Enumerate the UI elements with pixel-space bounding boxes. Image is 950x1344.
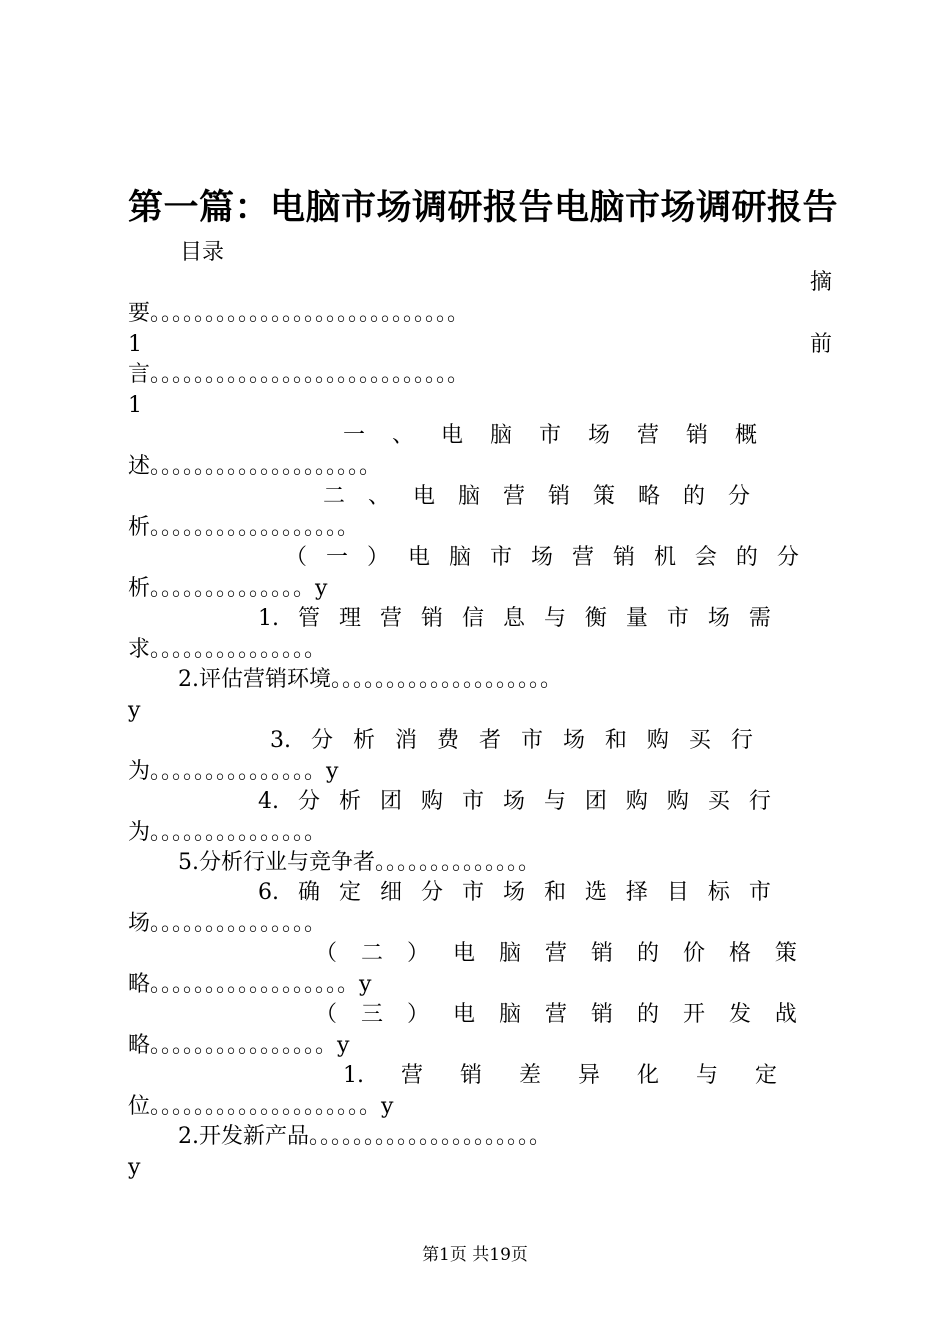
toc-entry-7-line1: 3. 分 析 消 费 者 市 场 和 购 买 行	[270, 728, 753, 753]
toc-entry-preface-2: 言。。。。。。。。。。。。。。。。。。。。。。。。。。。。	[128, 362, 470, 387]
toc-entry-10-line2: 场。。。。。。。。。。。。。。。	[128, 911, 327, 936]
toc-entry-abstract-1: 摘	[809, 270, 832, 295]
toc-entry-4-line2: 析。。。。。。。。。。。。。。y	[128, 576, 328, 601]
toc-entry-13-line2: 位。。。。。。。。。。。。。。。。。。。。y	[128, 1094, 394, 1119]
toc-entry-11-line1: （ 二 ） 电 脑 营 销 的 价 格 策	[315, 941, 797, 966]
toc-entry-14-line2: y	[128, 1155, 141, 1180]
toc-entry-6-line2: y	[128, 698, 141, 723]
toc-entry-13-line1: 1. 营 销 差 异 化 与 定	[343, 1063, 777, 1088]
toc-entry-2-line2: 述。。。。。。。。。。。。。。。。。。。。	[128, 454, 382, 479]
toc-entry-4-line1: （ 一 ） 电 脑 市 场 营 销 机 会 的 分	[285, 545, 799, 570]
page-footer: 第1页 共19页	[422, 1245, 528, 1265]
toc-entry-2-line1: 一 、 电 脑 市 场 营 销 概	[343, 423, 757, 448]
toc-entry-abstract-3: 1	[128, 332, 142, 357]
toc-entry-11-line2: 略。。。。。。。。。。。。。。。。。。y	[128, 972, 372, 997]
toc-entry-12-line2: 略。。。。。。。。。。。。。。。。y	[128, 1033, 350, 1058]
toc-entry-3-line2: 析。。。。。。。。。。。。。。。。。。	[128, 515, 360, 540]
toc-entry-5-line2: 求。。。。。。。。。。。。。。。	[128, 637, 327, 662]
toc-entry-8-line1: 4. 分 析 团 购 市 场 与 团 购 购 买 行	[258, 789, 771, 814]
toc-entry-12-line1: （ 三 ） 电 脑 营 销 的 开 发 战	[315, 1002, 797, 1027]
toc-entry-14-line1: 2.开发新产品。。。。。。。。。。。。。。。。。。。。。	[178, 1124, 551, 1149]
toc-entry-9-line1: 5.分析行业与竞争者。。。。。。。。。。。。。。	[178, 850, 540, 875]
toc-entry-6-line1: 2.评估营销环境。。。。。。。。。。。。。。。。。。。。	[178, 667, 562, 692]
toc-entry-7-line2: 为。。。。。。。。。。。。。。。y	[128, 759, 339, 784]
toc-entry-preface-3: 1	[128, 393, 142, 418]
toc-entry-3-line1: 二 、 电 脑 营 销 策 略 的 分	[323, 484, 750, 509]
toc-entry-8-line2: 为。。。。。。。。。。。。。。。	[128, 820, 327, 845]
toc-entry-abstract-2: 要。。。。。。。。。。。。。。。。。。。。。。。。。。。。	[128, 301, 470, 326]
toc-entry-preface-1: 前	[809, 332, 832, 357]
toc-entry-5-line1: 1. 管 理 营 销 信 息 与 衡 量 市 场 需	[258, 606, 771, 631]
toc-heading: 目录	[180, 240, 225, 265]
document-title: 第一篇：电脑市场调研报告电脑市场调研报告	[128, 187, 839, 228]
toc-entry-10-line1: 6. 确 定 细 分 市 场 和 选 择 目 标 市	[258, 880, 771, 905]
